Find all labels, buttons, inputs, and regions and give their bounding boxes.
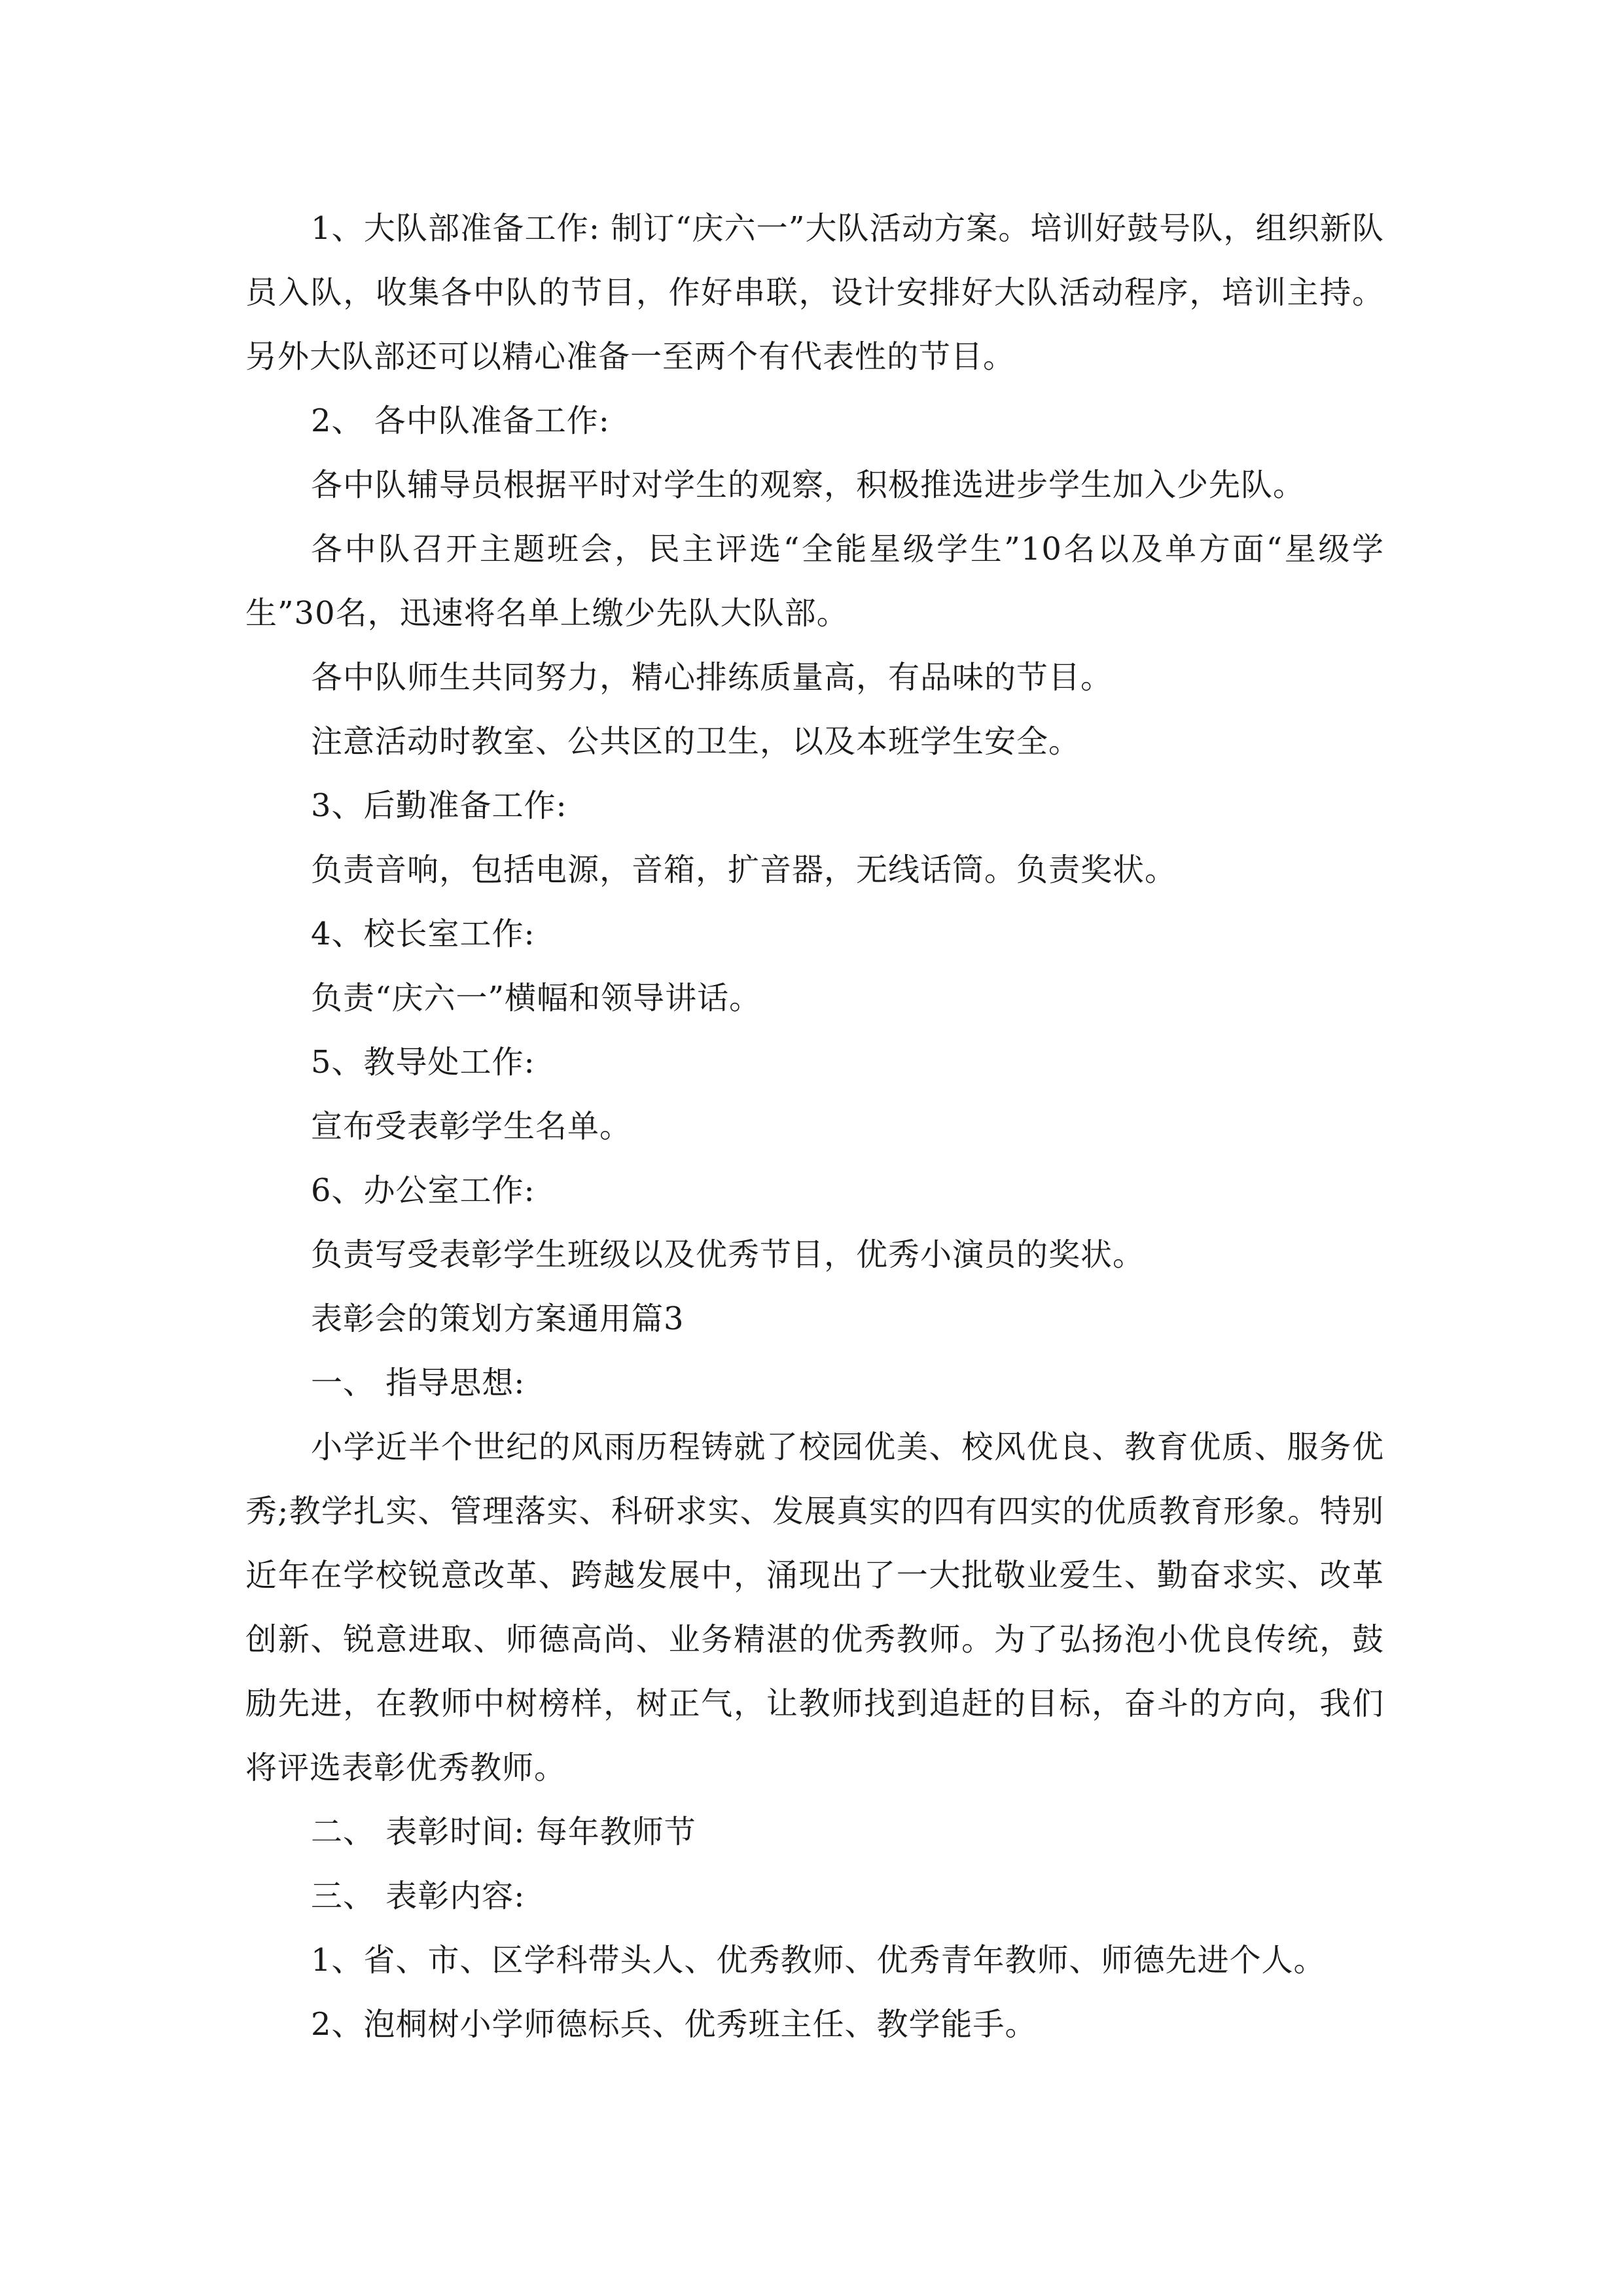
heading-guiding-idea: 一、 指导思想: <box>311 1365 526 1401</box>
heading-award-time: 二、 表彰时间: 每年教师节 <box>311 1814 696 1850</box>
paragraph-logistics-heading: 3、后勤准备工作: <box>311 787 567 824</box>
paragraph-academic: 宣布受表彰学生名单。 <box>311 1108 632 1145</box>
heading-award-content: 三、 表彰内容: <box>311 1878 526 1914</box>
paragraph-brigade-prep: 1、大队部准备工作: 制订“庆六一”大队活动方案。培训好鼓号队，组织新队员入队，收集各中队的节目，作好串联，设计安排好大队活动程序，培训主持。另外大队部还可以精心准备一至两个有代表性的节目。 <box>245 210 1384 375</box>
paragraph-logistics: 负责音响，包括电源，音箱，扩音器，无线话筒。负责奖状。 <box>311 852 1177 888</box>
paragraph-guiding-idea: 小学近半个世纪的风雨历程铸就了校园优美、校风优良、教育优质、服务优秀;教学扎实、管理落实、科研求实、发展真实的四有四实的优质教育形象。特别近年在学校锐意改革、跨越发展中，涌现出了一大批敬业爱生、勤奋求实、改革创新、锐意进取、师德高尚、业务精湛的优秀教师。为了弘扬泡小优良传统，鼓励先进，在教师中树榜样，树正气，让教师找到追赶的目标，奋斗的方向，我们将评选表彰优秀教师。 <box>245 1429 1384 1786</box>
paragraph-office: 负责写受表彰学生班级以及优秀节目，优秀小演员的奖状。 <box>311 1236 1145 1273</box>
section-title: 表彰会的策划方案通用篇3 <box>311 1300 685 1337</box>
document-body <box>245 196 1384 2056</box>
paragraph-office-heading: 6、办公室工作: <box>311 1172 535 1209</box>
paragraph-principal: 负责“庆六一”横幅和领导讲话。 <box>311 980 762 1016</box>
paragraph-academic-heading: 5、教导处工作: <box>311 1044 535 1081</box>
paragraph-squad-rehearse: 各中队师生共同努力，精心排练质量高，有品味的节目。 <box>311 659 1113 696</box>
paragraph-squad-meeting: 各中队召开主题班会，民主评选“全能星级学生”10名以及单方面“星级学生”30名，迅速将名单上缴少先队大队部。 <box>245 531 1384 632</box>
paragraph-safety: 注意活动时教室、公共区的卫生，以及本班学生安全。 <box>311 723 1081 760</box>
list-item-award-2: 2、泡桐树小学师德标兵、优秀班主任、教学能手。 <box>311 2006 1037 2043</box>
paragraph-squad-prep-heading: 2、 各中队准备工作: <box>311 403 610 439</box>
list-item-award-1: 1、省、市、区学科带头人、优秀教师、优秀青年教师、师德先进个人。 <box>311 1942 1326 1979</box>
paragraph-principal-heading: 4、校长室工作: <box>311 916 535 952</box>
paragraph-squad-recommend: 各中队辅导员根据平时对学生的观察，积极推选进步学生加入少先队。 <box>311 467 1306 503</box>
